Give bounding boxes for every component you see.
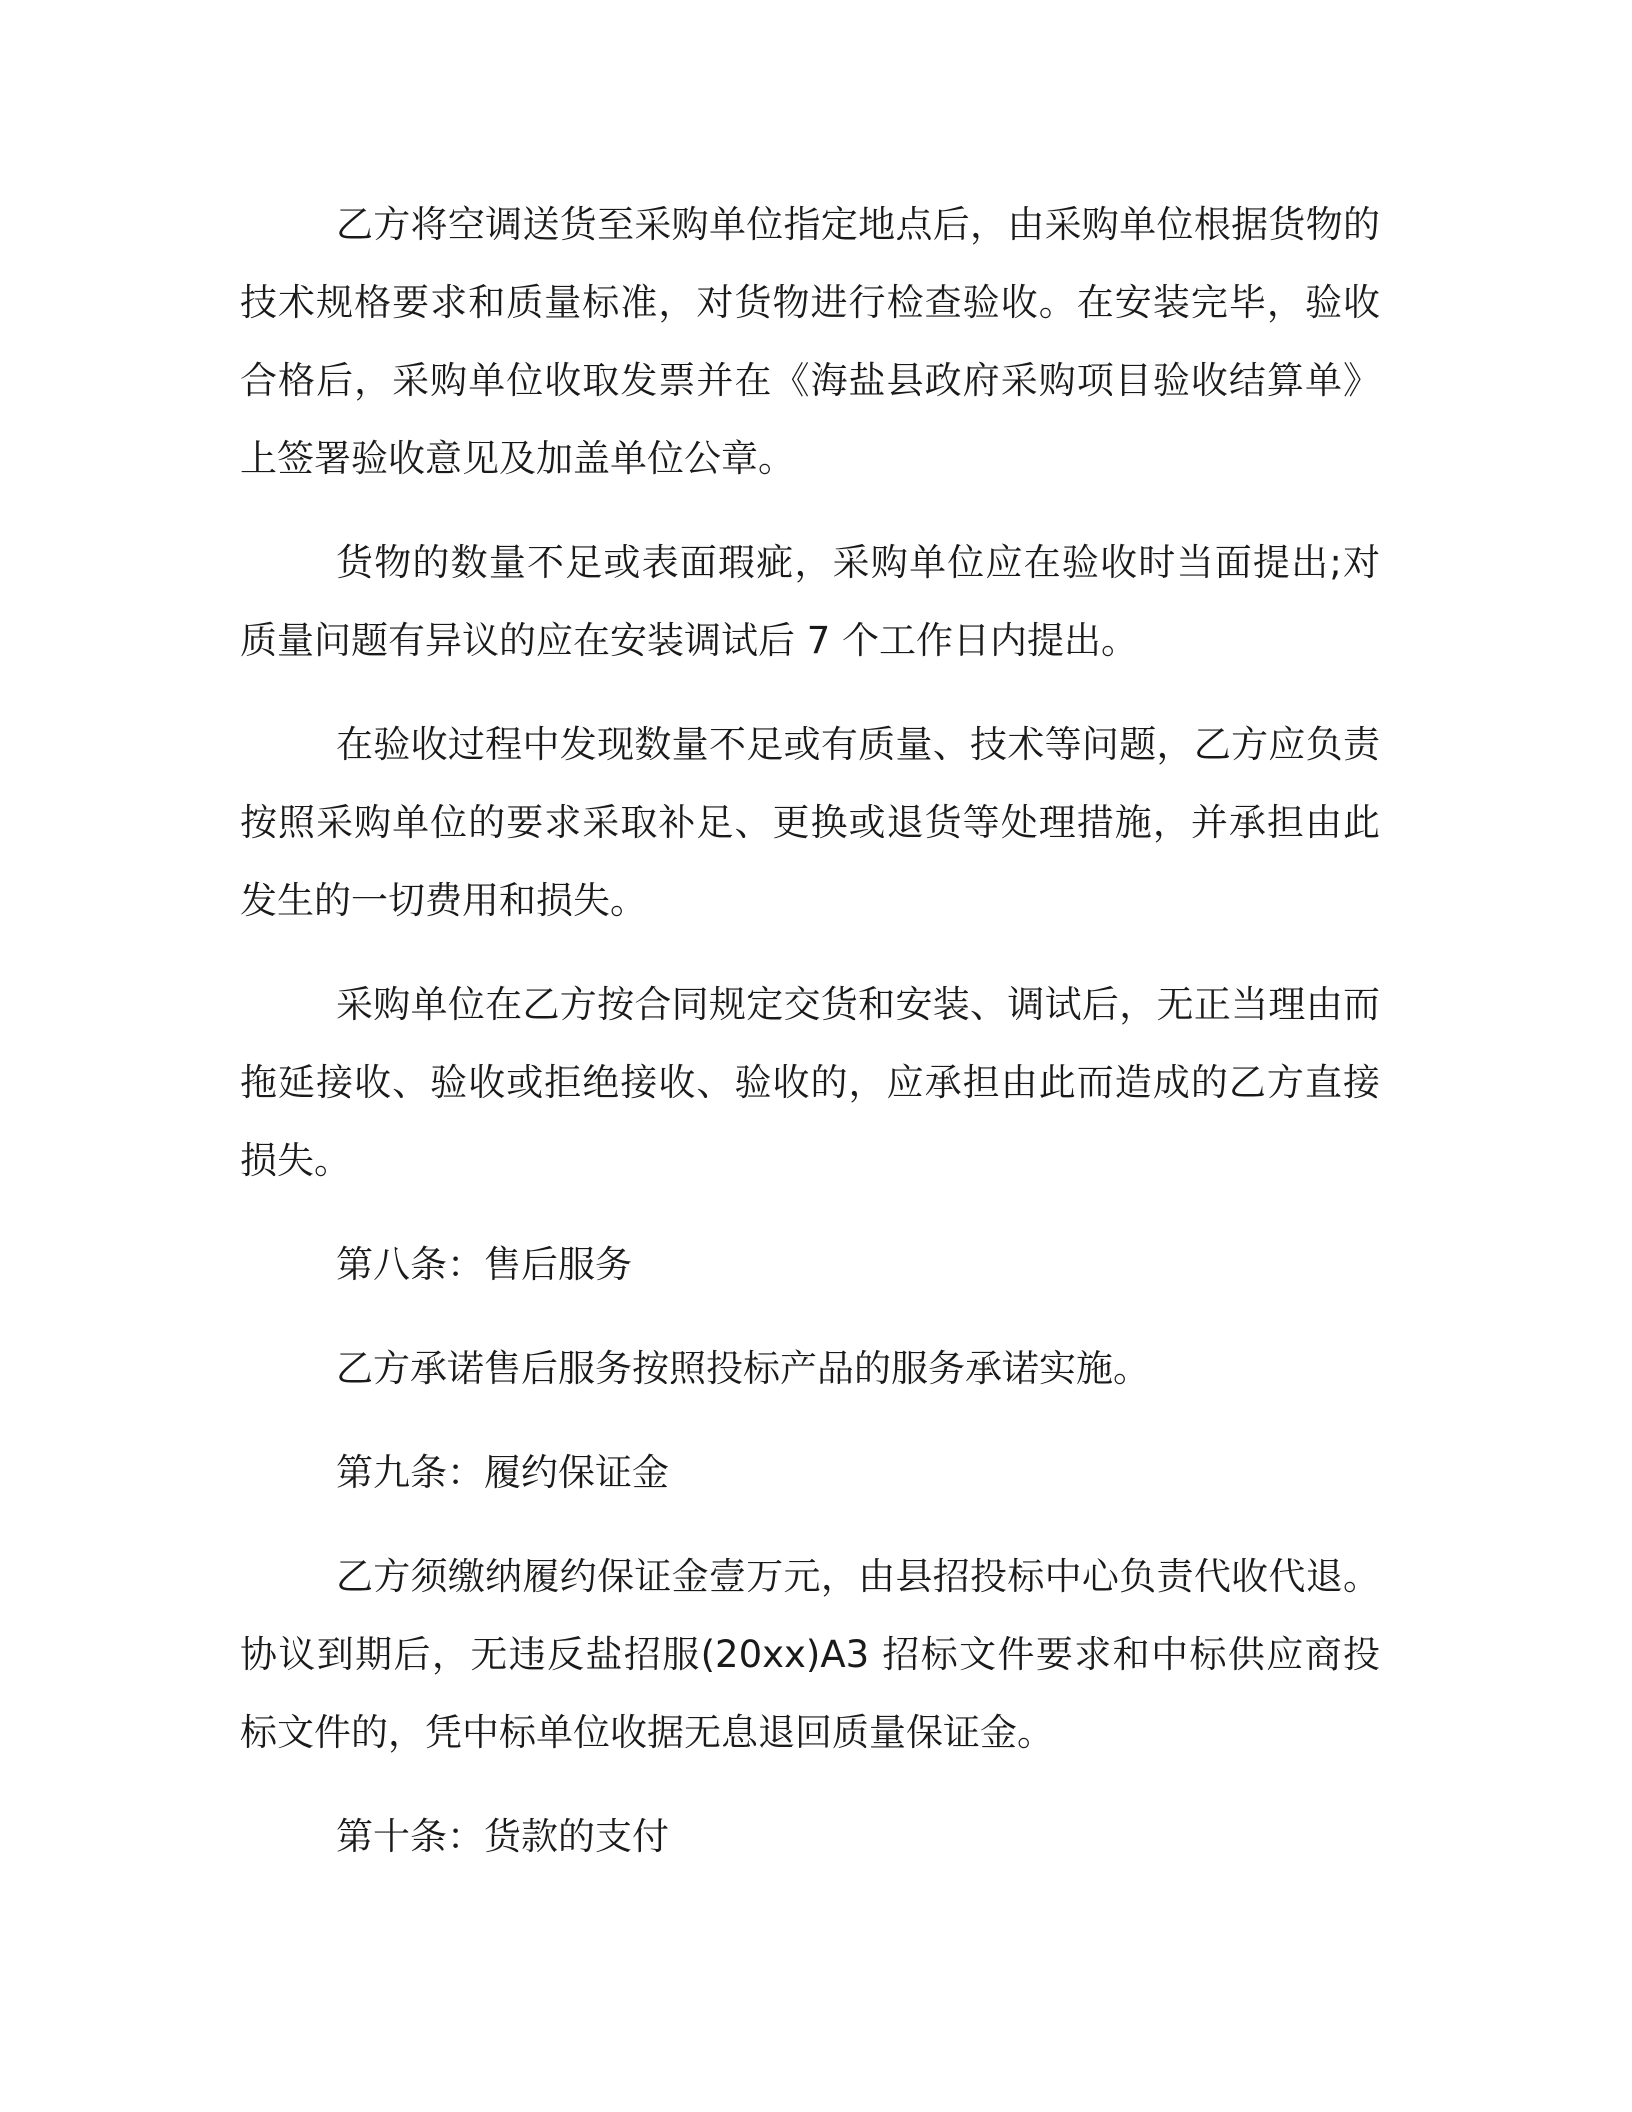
paragraph-quantity-defects: 货物的数量不足或表面瑕疵，采购单位应在验收时当面提出;对质量问题有异议的应在安装调试后 7 个工作日内提出。 (240, 541, 1380, 662)
paragraph-delayed-acceptance: 采购单位在乙方按合同规定交货和安装、调试后，无正当理由而拖延接收、验收或拒绝接收、验收的，应承担由此而造成的乙方直接损失。 (240, 983, 1380, 1182)
article-8-text: 乙方承诺售后服务按照投标产品的服务承诺实施。 (336, 1347, 1150, 1390)
article-9-text: 乙方须缴纳履约保证金壹万元，由县招投标中心负责代收代退。协议到期后，无违反盐招服(20xx)A3 招标文件要求和中标供应商投标文件的，凭中标单位收据无息退回质量保证金。 (240, 1555, 1380, 1754)
article-8-heading: 第八条：售后服务 (336, 1243, 632, 1286)
paragraph-quality-issues: 在验收过程中发现数量不足或有质量、技术等问题，乙方应负责按照采购单位的要求采取补足、更换或退货等处理措施，并承担由此发生的一切费用和损失。 (240, 723, 1380, 922)
document-body (240, 186, 1380, 1902)
article-9-heading: 第九条：履约保证金 (336, 1451, 669, 1494)
article-10-heading: 第十条：货款的支付 (336, 1815, 669, 1858)
paragraph-acceptance-inspection: 乙方将空调送货至采购单位指定地点后，由采购单位根据货物的技术规格要求和质量标准，对货物进行检查验收。在安装完毕，验收合格后，采购单位收取发票并在《海盐县政府采购项目验收结算单》上签署验收意见及加盖单位公章。 (240, 203, 1380, 480)
